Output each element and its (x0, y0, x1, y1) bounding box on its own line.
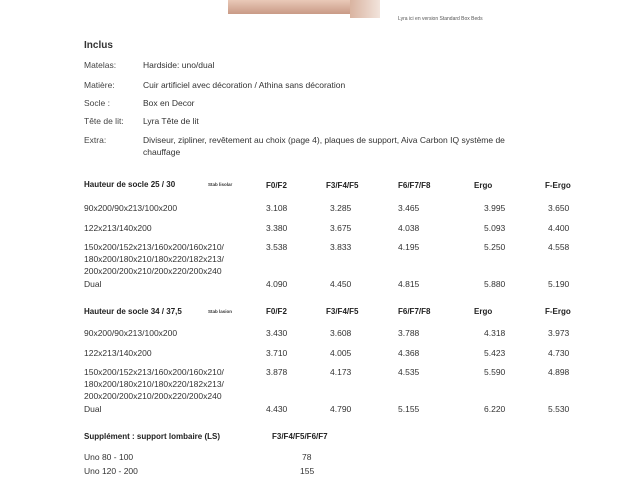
table2-col-fergo: F-Ergo (545, 307, 571, 316)
supplement-column: F3/F4/F5/F6/F7 (272, 432, 328, 441)
table2-note: Stab lasion (208, 309, 233, 314)
table2-cell: 3.430 (266, 328, 288, 338)
table1-cell: 3.675 (330, 223, 352, 233)
table1-cell: 4.038 (398, 223, 420, 233)
table1-cell: 3.833 (330, 242, 352, 252)
table1-row-label: 180x200/180x210/180x220/182x213/ (84, 254, 224, 264)
table2-title: Hauteur de socle 34 / 37,5 (84, 307, 182, 316)
table2-col-f0f2: F0/F2 (266, 307, 287, 316)
spec-value-tete: Lyra Tête de lit (143, 116, 199, 126)
product-photo-edge (350, 0, 380, 18)
spec-label-matelas: Matelas: (84, 60, 117, 70)
table1-cell: 4.450 (330, 279, 352, 289)
table1-title: Hauteur de socle 25 / 30 (84, 180, 176, 189)
table2-row-label: 180x200/180x210/180x220/182x213/ (84, 379, 224, 389)
table1-cell: 3.995 (484, 203, 506, 213)
table1-cell: 4.815 (398, 279, 420, 289)
table2-cell: 4.173 (330, 367, 352, 377)
table2-col-f6f7f8: F6/F7/F8 (398, 307, 431, 316)
table2-cell: 6.220 (484, 404, 506, 414)
table2-cell: 3.608 (330, 328, 352, 338)
spec-value-matiere: Cuir artificiel avec décoration / Athina sans décoration (143, 80, 346, 90)
table2-cell: 4.368 (398, 348, 420, 358)
table2-cell: 5.155 (398, 404, 420, 414)
table1-cell: 5.190 (548, 279, 570, 289)
table1-cell: 4.195 (398, 242, 420, 252)
table2-cell: 3.973 (548, 328, 570, 338)
supplement-row-label: Uno 80 - 100 (84, 452, 134, 462)
table1-col-f6f7f8: F6/F7/F8 (398, 181, 431, 190)
table1-cell: 5.880 (484, 279, 506, 289)
spec-value-extra-line2: chauffage (143, 147, 181, 157)
table1-note: Stab lisolar (208, 182, 233, 187)
table2-cell: 4.535 (398, 367, 420, 377)
supplement-row-value: 78 (302, 452, 312, 462)
table2-row-label: 122x213/140x200 (84, 348, 152, 358)
table1-col-f3f4f5: F3/F4/F5 (326, 181, 359, 190)
table1-cell: 3.650 (548, 203, 570, 213)
table2-cell: 3.878 (266, 367, 288, 377)
table1-row-label: 200x200/200x210/200x220/200x240 (84, 266, 222, 276)
table2-cell: 4.318 (484, 328, 506, 338)
supplement-row-label: Uno 120 - 200 (84, 466, 138, 476)
table1-cell: 3.465 (398, 203, 420, 213)
table1-cell: 4.400 (548, 223, 570, 233)
table1-col-fergo: F-Ergo (545, 181, 571, 190)
spec-label-tete: Tête de lit: (84, 116, 124, 126)
table1-cell: 3.108 (266, 203, 288, 213)
table1-col-ergo: Ergo (474, 181, 493, 190)
spec-value-extra-line1: Diviseur, zipliner, revêtement au choix (page 4), plaques de support, Aiva Carbon IQ système de (143, 135, 505, 145)
spec-label-extra: Extra: (84, 135, 107, 145)
table2-cell: 5.423 (484, 348, 506, 358)
table2-cell: 5.530 (548, 404, 570, 414)
table2-row-label: 150x200/152x213/160x200/160x210/ (84, 367, 224, 377)
table1-cell: 3.285 (330, 203, 352, 213)
table2-row-label: 90x200/90x213/100x200 (84, 328, 178, 338)
table2-cell: 3.788 (398, 328, 420, 338)
table1-cell: 5.093 (484, 223, 506, 233)
table2-cell: 3.710 (266, 348, 288, 358)
table2-cell: 4.790 (330, 404, 352, 414)
spec-label-socle: Socle : (84, 98, 110, 108)
table2-col-ergo: Ergo (474, 307, 493, 316)
supplement-title: Supplément : support lombaire (LS) (84, 432, 221, 441)
table1-cell: 5.250 (484, 242, 506, 252)
table2-cell: 4.430 (266, 404, 288, 414)
table1-row-label: 150x200/152x213/160x200/160x210/ (84, 242, 224, 252)
table2-cell: 4.005 (330, 348, 352, 358)
table2-cell: 4.730 (548, 348, 570, 358)
spec-value-socle: Box en Decor (143, 98, 195, 108)
table1-cell: 3.538 (266, 242, 288, 252)
table1-row-label: 90x200/90x213/100x200 (84, 203, 178, 213)
table1-row-label: Dual (84, 279, 102, 289)
table1-cell: 3.380 (266, 223, 288, 233)
table2-cell: 4.898 (548, 367, 570, 377)
table2-cell: 5.590 (484, 367, 506, 377)
table2-col-f3f4f5: F3/F4/F5 (326, 307, 359, 316)
table2-row-label: Dual (84, 404, 102, 414)
photo-caption: Lyra ici en version Standard Box Beds (398, 16, 483, 22)
spec-label-matiere: Matière: (84, 80, 115, 90)
supplement-row-value: 155 (300, 466, 315, 476)
table1-cell: 4.090 (266, 279, 288, 289)
spec-value-matelas: Hardside: uno/dual (143, 60, 215, 70)
table1-col-f0f2: F0/F2 (266, 181, 287, 190)
table1-row-label: 122x213/140x200 (84, 223, 152, 233)
section-title: Inclus (84, 40, 113, 51)
table2-row-label: 200x200/200x210/200x220/200x240 (84, 391, 222, 401)
table1-cell: 4.558 (548, 242, 570, 252)
